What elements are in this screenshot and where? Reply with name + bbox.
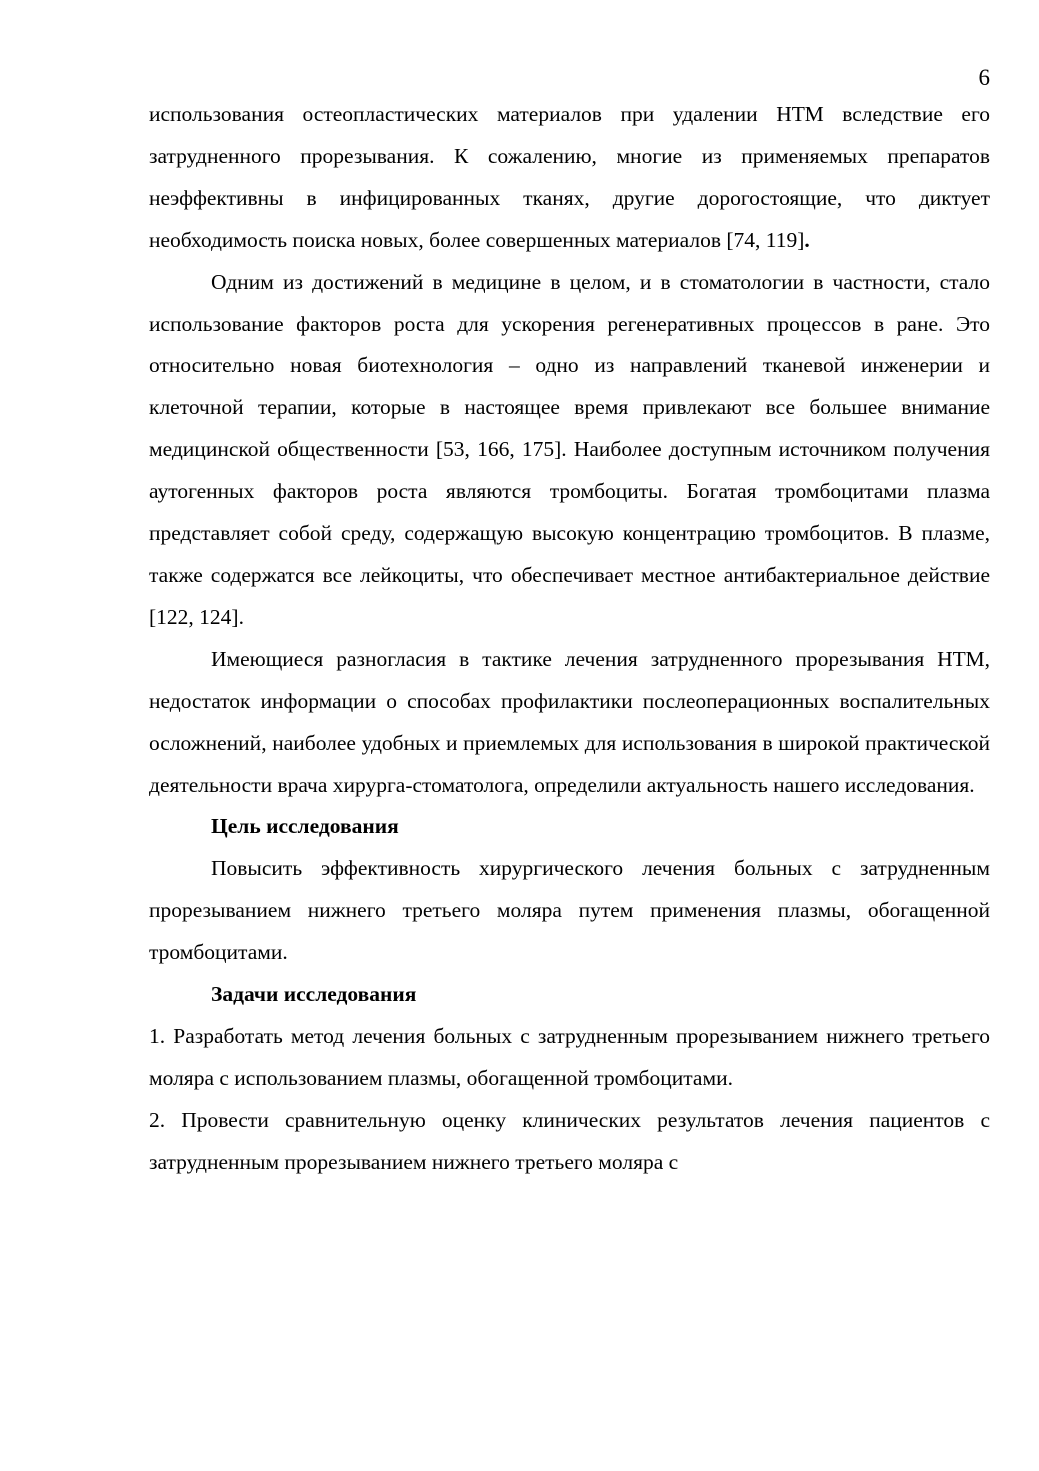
goal-heading: Цель исследования [211, 814, 399, 839]
goal-text: Повысить эффективность хирургического лечения больных с затрудненным прорезыванием нижнего третьего моляра путем применения плазмы, обогащенной тромбоцитами. [149, 856, 990, 965]
paragraph-relevance: Имеющиеся разногласия в тактике лечения затрудненного прорезывания НТМ, недостаток информации о способах профилактики послеоперационных воспалительных осложнений, наиболее удобных и приемлемых для использования в широкой практической деятельности врача хирурга-стоматолога, определили актуальность нашего исследования. [149, 646, 990, 797]
paragraph-text: использования остеопластических материалов при удалении НТМ вследствие его затрудненного прорезывания. К сожалению, многие из применяемых препаратов неэффективны в инфицированных тканях, другие дорогостоящие, что диктует необходимость поиска новых, более совершенных материалов [74, 119] [149, 102, 990, 252]
tasks-heading: Задачи исследования [211, 982, 417, 1007]
task-item-1: 1. Разработать метод лечения больных с затрудненным прорезыванием нижнего третьего моляра с использованием плазмы, обогащенной тромбоцитами. [149, 1023, 990, 1090]
paragraph-osteoplastic-materials [149, 94, 990, 262]
document-body [149, 94, 990, 1184]
page-number: 6 [978, 65, 990, 90]
paragraph-end-period: . [804, 227, 810, 252]
paragraph-growth-factors: Одним из достижений в медицине в целом, и в стоматологии в частности, стало использование факторов роста для ускорения регенеративных процессов в ране. Это относительно новая биотехнология – одно из направлений тканевой инженерии и клеточной терапии, которые в настоящее время привлекают все большее внимание медицинской общественности [53, 166, 175]. Наиболее доступным источником получения аутогенных факторов роста являются тромбоциты. Богатая тромбоцитами плазма представляет собой среду, содержащую высокую концентрацию тромбоцитов. В плазме, также содержатся все лейкоциты, что обеспечивает местное антибактериальное действие [122, 124]. [149, 269, 990, 629]
task-item-2: 2. Провести сравнительную оценку клинических результатов лечения пациентов с затрудненным прорезыванием нижнего третьего моляра с [149, 1107, 990, 1174]
